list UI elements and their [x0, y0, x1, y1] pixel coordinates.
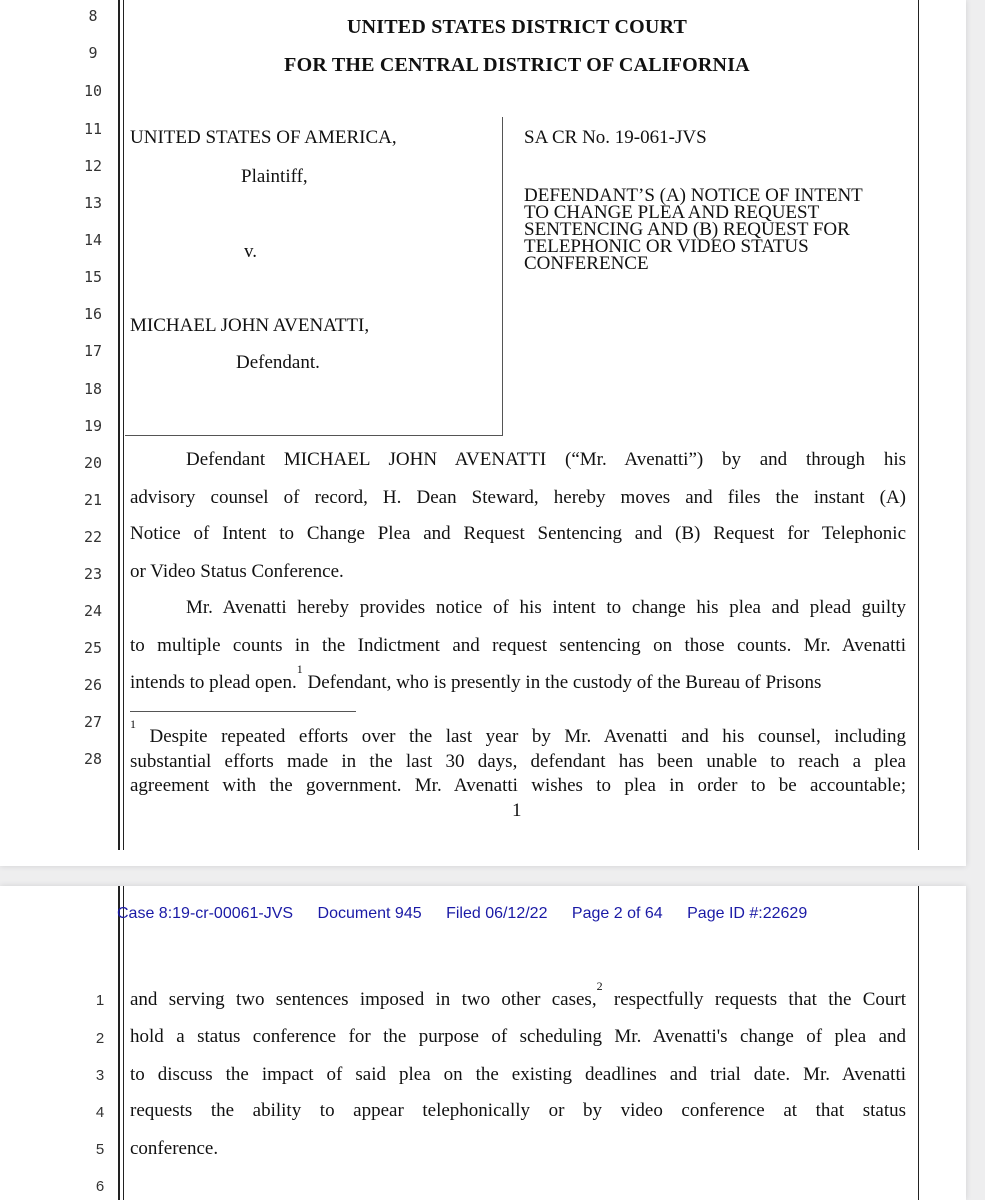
- footnote-ref: 2: [596, 979, 603, 993]
- line-number: 17: [83, 342, 103, 360]
- body-line: Notice of Intent to Change Plea and Request Sentencing and (B) Request for Telephonic: [130, 523, 906, 544]
- footnote-text: Despite repeated efforts over the last year by Mr. Avenatti and his counsel, including: [136, 726, 906, 747]
- case-number: SA CR No. 19-061-JVS: [524, 127, 707, 148]
- plaintiff-role: Plaintiff,: [241, 166, 308, 187]
- line-number: 23: [83, 565, 103, 583]
- document-title-line: DEFENDANT’S (A) NOTICE OF INTENT: [524, 185, 863, 206]
- body-text: and serving two sentences imposed in two other cases,: [130, 989, 597, 1010]
- document-title-line: TO CHANGE PLEA AND REQUEST: [524, 202, 820, 223]
- line-number: 6: [95, 1178, 105, 1195]
- footnote-marker: 1: [130, 717, 136, 731]
- line-number: 18: [83, 380, 103, 398]
- body-text: respectfully requests that the Court: [602, 989, 906, 1010]
- body-line: requests the ability to appear telephonically or by video conference at that status: [130, 1100, 906, 1121]
- defendant-role: Defendant.: [236, 352, 320, 373]
- line-number: 14: [83, 231, 103, 249]
- case-header: [117, 905, 821, 923]
- defendant-name: MICHAEL JOHN AVENATTI,: [130, 315, 370, 336]
- line-number: 26: [83, 676, 103, 694]
- court-name: UNITED STATES DISTRICT COURT: [347, 16, 687, 38]
- body-line: to discuss the impact of said plea on the existing deadlines and trial date. Mr. Avenatti: [130, 1064, 906, 1085]
- body-line: Defendant MICHAEL JOHN AVENATTI (“Mr. Avenatti”) by and through his: [186, 449, 906, 470]
- header-case: Case 8:19-cr-00061-JVS: [117, 905, 294, 922]
- line-number: 27: [83, 713, 103, 731]
- header-document: Document 945: [317, 905, 422, 922]
- plaintiff-name: UNITED STATES OF AMERICA,: [130, 127, 397, 148]
- line-number: 19: [83, 417, 103, 435]
- body-line: Mr. Avenatti hereby provides notice of his intent to change his plea and plead guilty: [186, 597, 906, 618]
- left-margin-rule: [118, 0, 120, 850]
- line-number: 24: [83, 602, 103, 620]
- line-number: 16: [83, 305, 103, 323]
- line-number: 22: [83, 528, 103, 546]
- body-line: conference.: [130, 1138, 219, 1159]
- body-line-with-footnote: [130, 979, 906, 1011]
- body-text: intends to plead open.: [130, 672, 297, 693]
- body-text: Defendant, who is presently in the custody of the Bureau of Prisons: [302, 672, 822, 693]
- body-line: or Video Status Conference.: [130, 561, 344, 582]
- line-number: 2: [95, 1030, 105, 1047]
- court-district: FOR THE CENTRAL DISTRICT OF CALIFORNIA: [284, 54, 750, 76]
- line-number: 4: [95, 1104, 105, 1121]
- header-page: Page 2 of 64: [571, 905, 663, 922]
- document-title-line: TELEPHONIC OR VIDEO STATUS: [524, 236, 809, 257]
- line-number: 15: [83, 268, 103, 286]
- body-line-with-footnote: [130, 662, 906, 694]
- line-number: 5: [95, 1141, 105, 1158]
- caption-box: [125, 117, 503, 436]
- line-number: 11: [83, 120, 103, 138]
- line-number: 9: [88, 44, 98, 62]
- body-line: hold a status conference for the purpose of scheduling Mr. Avenatti's change of plea and: [130, 1026, 906, 1047]
- versus: v.: [244, 241, 258, 262]
- line-number: 25: [83, 639, 103, 657]
- page-number: 1: [512, 800, 522, 821]
- line-number: 10: [83, 82, 103, 100]
- line-number: 28: [83, 750, 103, 764]
- right-margin-rule: [918, 886, 919, 1200]
- footnote-separator: [130, 711, 356, 712]
- footnote-line: agreement with the government. Mr. Avenatti wishes to plea in order to be accountable;: [130, 775, 906, 796]
- body-line: to multiple counts in the Indictment and request sentencing on those counts. Mr. Avenatti: [130, 635, 906, 656]
- footnote-ref: 1: [296, 662, 303, 676]
- line-number: 20: [83, 454, 103, 472]
- left-margin-rule: [118, 886, 120, 1200]
- right-margin-rule: [918, 0, 919, 850]
- line-number: 8: [88, 7, 98, 25]
- footnote-line: substantial efforts made in the last 30 days, defendant has been unable to reach a plea: [130, 751, 906, 772]
- line-number: 21: [83, 491, 103, 509]
- footnote-line: [130, 717, 906, 747]
- document-title: [524, 187, 916, 272]
- line-number: 13: [83, 194, 103, 212]
- document-title-line: SENTENCING AND (B) REQUEST FOR: [524, 219, 850, 240]
- left-margin-rule-inner: [123, 0, 124, 850]
- line-number: 1: [95, 992, 105, 1009]
- line-number: 12: [83, 157, 103, 175]
- header-page-id: Page ID #:22629: [687, 905, 808, 922]
- header-filed: Filed 06/12/22: [446, 905, 548, 922]
- line-number: 3: [95, 1067, 105, 1084]
- document-title-line: CONFERENCE: [524, 253, 649, 274]
- body-line: advisory counsel of record, H. Dean Steward, hereby moves and files the instant (A): [130, 487, 906, 508]
- left-margin-rule-inner: [123, 886, 124, 1200]
